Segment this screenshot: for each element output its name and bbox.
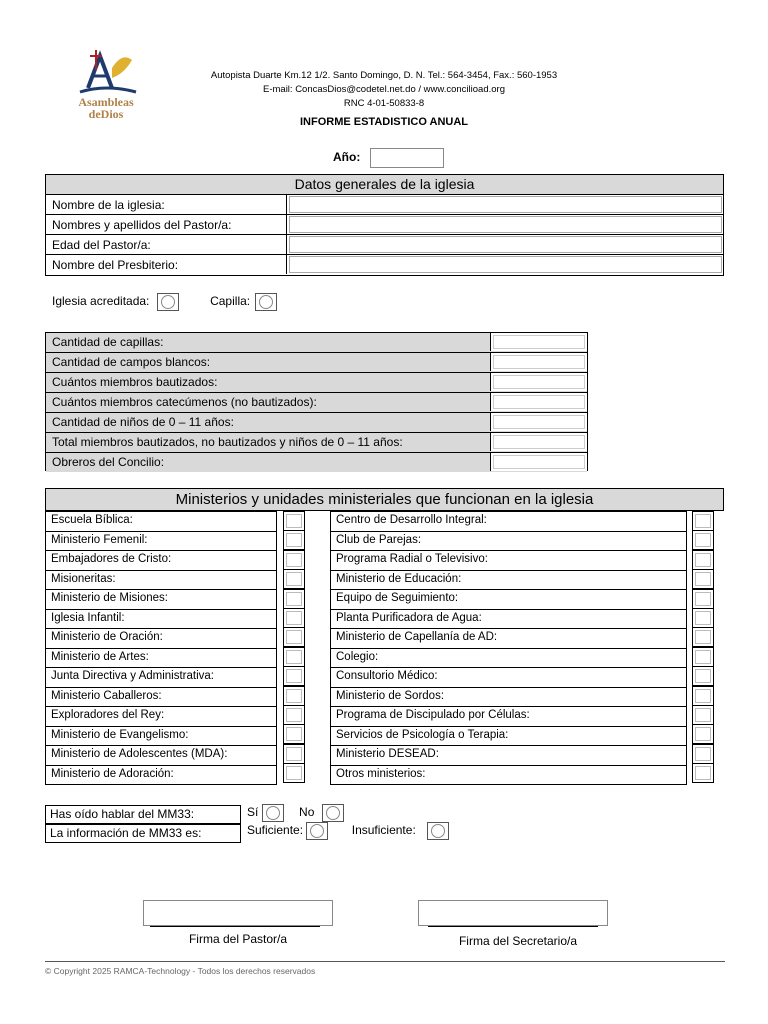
ministry-item	[45, 745, 277, 765]
mm33-sufficient-checkbox[interactable]	[306, 822, 328, 840]
accreditation-row	[52, 293, 277, 311]
stat-label: Total miembros bautizados, no bautizados y niños de 0 – 11 años:	[52, 435, 403, 449]
ministry-checkbox[interactable]	[283, 744, 305, 764]
field-label: Edad del Pastor/a:	[46, 235, 287, 254]
field-label: Nombres y apellidos del Pastor/a:	[46, 215, 287, 234]
ministry-item	[45, 765, 277, 786]
ministry-label: Servicios de Psicología o Terapia:	[336, 728, 509, 741]
ministry-label: Programa Radial o Televisivo:	[336, 553, 488, 565]
mm33-yes-checkbox[interactable]	[262, 804, 284, 822]
stat-label: Cantidad de capillas:	[52, 335, 164, 349]
ministry-item	[330, 667, 687, 687]
year-label: Año:	[333, 150, 361, 164]
address-line: Autopista Duarte Km.12 1/2. Santo Domingo, D. N. Tel.: 564-3454, Fax.: 560-1953	[210, 70, 558, 81]
stat-input[interactable]	[490, 333, 587, 351]
ministry-label: Planta Purificadora de Agua:	[336, 611, 482, 624]
ministry-checkbox[interactable]	[692, 589, 714, 609]
ministry-checkbox[interactable]	[692, 608, 714, 628]
secretary-signature-field[interactable]	[418, 900, 608, 926]
ministry-checkbox[interactable]	[283, 589, 305, 609]
ministry-item	[45, 648, 277, 668]
ministry-item	[330, 706, 687, 726]
mm33-info-label-box	[45, 824, 241, 843]
secretary-signature-label: Firma del Secretario/a	[458, 934, 578, 948]
ministry-item	[45, 570, 277, 590]
ministry-label: Programa de Discipulado por Células:	[336, 709, 530, 721]
ministry-label: Ministerio de Sordos:	[336, 689, 445, 702]
ministry-checkbox[interactable]	[283, 724, 305, 744]
ministry-item	[330, 745, 687, 765]
field-pastor-age	[46, 235, 723, 255]
pastor-signature-field[interactable]	[143, 900, 333, 926]
ministry-label: Ministerio Caballeros:	[51, 689, 162, 702]
ministry-checkbox[interactable]	[283, 530, 305, 550]
ministries-left-column	[45, 511, 277, 785]
ministry-item	[330, 589, 687, 609]
stat-row-baptized	[46, 373, 587, 393]
ministry-item	[45, 726, 277, 746]
field-presbytery	[46, 255, 723, 274]
pastor-signature-label: Firma del Pastor/a	[188, 932, 288, 946]
general-data-heading: Datos generales de la iglesia	[46, 175, 723, 195]
ministry-label: Exploradores del Rey:	[51, 709, 165, 721]
mm33-info-label: La información de MM33 es:	[50, 826, 202, 840]
ministry-label: Junta Directiva y Administrativa:	[51, 670, 214, 682]
church-name-input[interactable]	[289, 196, 722, 213]
ministry-label: Ministerio de Evangelismo:	[51, 728, 189, 741]
ministry-item	[45, 609, 277, 629]
pastor-age-input[interactable]	[289, 236, 722, 253]
secretary-signature-line	[428, 926, 598, 927]
mm33-no-checkbox[interactable]	[322, 804, 344, 822]
ministry-checkbox[interactable]	[692, 530, 714, 550]
ministry-checkbox[interactable]	[692, 763, 714, 783]
ministry-label: Colegio:	[336, 650, 379, 663]
ministry-item	[45, 706, 277, 726]
rnc-line: RNC 4-01-50833-8	[343, 98, 425, 109]
ministry-label: Consultorio Médico:	[336, 670, 438, 682]
ministry-checkbox[interactable]	[692, 666, 714, 686]
ministry-checkbox[interactable]	[283, 647, 305, 667]
stat-row-total	[46, 433, 587, 453]
ministry-item	[45, 550, 277, 570]
mm33-sufficient-label: Suficiente:	[247, 823, 304, 838]
pastor-name-input[interactable]	[289, 216, 722, 233]
ministry-checkbox[interactable]	[283, 627, 305, 647]
ministry-item	[330, 531, 687, 551]
ministry-checkbox[interactable]	[283, 550, 305, 570]
footer-copyright: © Copyright 2025 RAMCA-Technology - Todos los derechos reservados	[45, 966, 316, 976]
ministry-label: Iglesia Infantil:	[51, 611, 125, 624]
ministry-item	[45, 667, 277, 687]
year-input[interactable]	[370, 148, 444, 168]
stat-input[interactable]	[490, 353, 587, 371]
stat-input[interactable]	[490, 373, 587, 391]
stat-input[interactable]	[490, 393, 587, 411]
mm33-insufficient-checkbox[interactable]	[427, 822, 449, 840]
ministry-label: Embajadores de Cristo:	[51, 553, 172, 565]
ministry-label: Ministerio de Artes:	[51, 650, 149, 663]
field-church-name	[46, 195, 723, 215]
form-title: INFORME ESTADISTICO ANUAL	[299, 116, 469, 128]
logo-text-line-1: Asambleas	[78, 95, 134, 109]
stat-label: Cantidad de niños de 0 – 11 años:	[52, 415, 234, 429]
ministry-checkbox[interactable]	[692, 511, 714, 531]
mm33-no-label: No	[299, 805, 315, 820]
ministry-label: Centro de Desarrollo Integral:	[336, 514, 487, 526]
ministry-checkbox[interactable]	[692, 705, 714, 725]
ministry-item	[330, 726, 687, 746]
ministry-item	[45, 628, 277, 648]
ministry-checkbox[interactable]	[692, 569, 714, 589]
stat-input[interactable]	[490, 413, 587, 431]
ministry-checkbox[interactable]	[283, 686, 305, 706]
ministry-label: Ministerio de Oración:	[51, 631, 163, 643]
ministries-right-column	[330, 511, 687, 785]
mm33-heard-options	[247, 804, 344, 822]
ministry-label: Ministerio DESEAD:	[336, 748, 439, 760]
ministry-label: Equipo de Seguimiento:	[336, 592, 459, 604]
ministry-label: Club de Parejas:	[336, 533, 422, 546]
ministry-label: Ministerio de Capellanía de AD:	[336, 631, 498, 643]
ministry-checkbox[interactable]	[692, 744, 714, 764]
ministry-item	[330, 687, 687, 707]
ministry-checkbox[interactable]	[283, 511, 305, 531]
ministry-label: Ministerio de Adolescentes (MDA):	[51, 748, 228, 760]
mm33-insufficient-label: Insuficiente:	[351, 823, 416, 838]
ministry-label: Misioneritas:	[51, 572, 116, 585]
ministry-checkbox[interactable]	[283, 569, 305, 589]
mm33-info-options	[247, 822, 449, 840]
ministry-item	[45, 589, 277, 609]
ministry-item	[45, 531, 277, 551]
mm33-heard-label: Has oído hablar del MM33:	[50, 807, 195, 821]
field-pastor-name	[46, 215, 723, 235]
stat-row-workers	[46, 453, 587, 472]
ministry-item	[45, 511, 277, 531]
stat-label: Cuántos miembros bautizados:	[52, 375, 218, 389]
ministry-label: Ministerio de Adoración:	[51, 767, 174, 780]
ministry-checkbox[interactable]	[692, 550, 714, 570]
footer-divider	[45, 961, 725, 962]
mm33-yes-label: Sí	[247, 805, 259, 820]
ministry-checkbox[interactable]	[283, 763, 305, 783]
stat-row-catechumens	[46, 393, 587, 413]
stat-label: Obreros del Concilio:	[52, 455, 165, 469]
ministry-label: Escuela Bíblica:	[51, 514, 133, 526]
logo-text	[66, 96, 146, 120]
field-label: Nombre del Presbiterio:	[46, 255, 287, 274]
ministry-checkbox[interactable]	[692, 686, 714, 706]
pastor-signature-line	[150, 926, 320, 927]
stat-input[interactable]	[490, 433, 587, 451]
field-label: Nombre de la iglesia:	[46, 195, 287, 214]
ministry-checkbox[interactable]	[692, 724, 714, 744]
ministry-item	[330, 550, 687, 570]
stat-row-chapels	[46, 333, 587, 353]
ministry-item	[45, 687, 277, 707]
logo-text-line-2: deDios	[88, 107, 124, 121]
ministry-item	[330, 648, 687, 668]
ministry-item	[330, 570, 687, 590]
ministry-label: Ministerio de Educación:	[336, 572, 462, 585]
mm33-heard-label-box	[45, 805, 241, 824]
ministry-item	[330, 628, 687, 648]
general-data-section	[45, 174, 724, 276]
ministry-checkbox[interactable]	[692, 627, 714, 647]
accredited-church-checkbox[interactable]	[157, 293, 179, 311]
ministry-item	[330, 765, 687, 786]
ministry-checkbox[interactable]	[283, 705, 305, 725]
ministry-checkbox[interactable]	[283, 608, 305, 628]
chapel-label: Capilla:	[210, 294, 251, 309]
email-line: E-mail: ConcasDios@codetel.net.do / www.concilioad.org	[263, 84, 505, 95]
ministry-label: Ministerio Femenil:	[51, 533, 148, 546]
ministry-checkbox[interactable]	[283, 666, 305, 686]
logo-emblem-icon	[66, 48, 156, 98]
ministry-item	[330, 511, 687, 531]
ministries-heading: Ministerios y unidades ministeriales que funcionan en la iglesia	[45, 488, 724, 511]
stat-row-fields	[46, 353, 587, 373]
ministry-item	[330, 609, 687, 629]
ministry-checkbox[interactable]	[692, 647, 714, 667]
stat-label: Cuántos miembros catecúmenos (no bautizados):	[52, 395, 317, 409]
stats-section	[45, 332, 588, 471]
chapel-checkbox[interactable]	[255, 293, 277, 311]
ministry-label: Ministerio de Misiones:	[51, 592, 168, 604]
ministry-label: Otros ministerios:	[336, 767, 426, 780]
stat-label: Cantidad de campos blancos:	[52, 355, 211, 369]
presbytery-input[interactable]	[289, 256, 722, 273]
stat-input[interactable]	[490, 453, 587, 471]
accredited-church-label: Iglesia acreditada:	[52, 294, 150, 309]
stat-row-children	[46, 413, 587, 433]
